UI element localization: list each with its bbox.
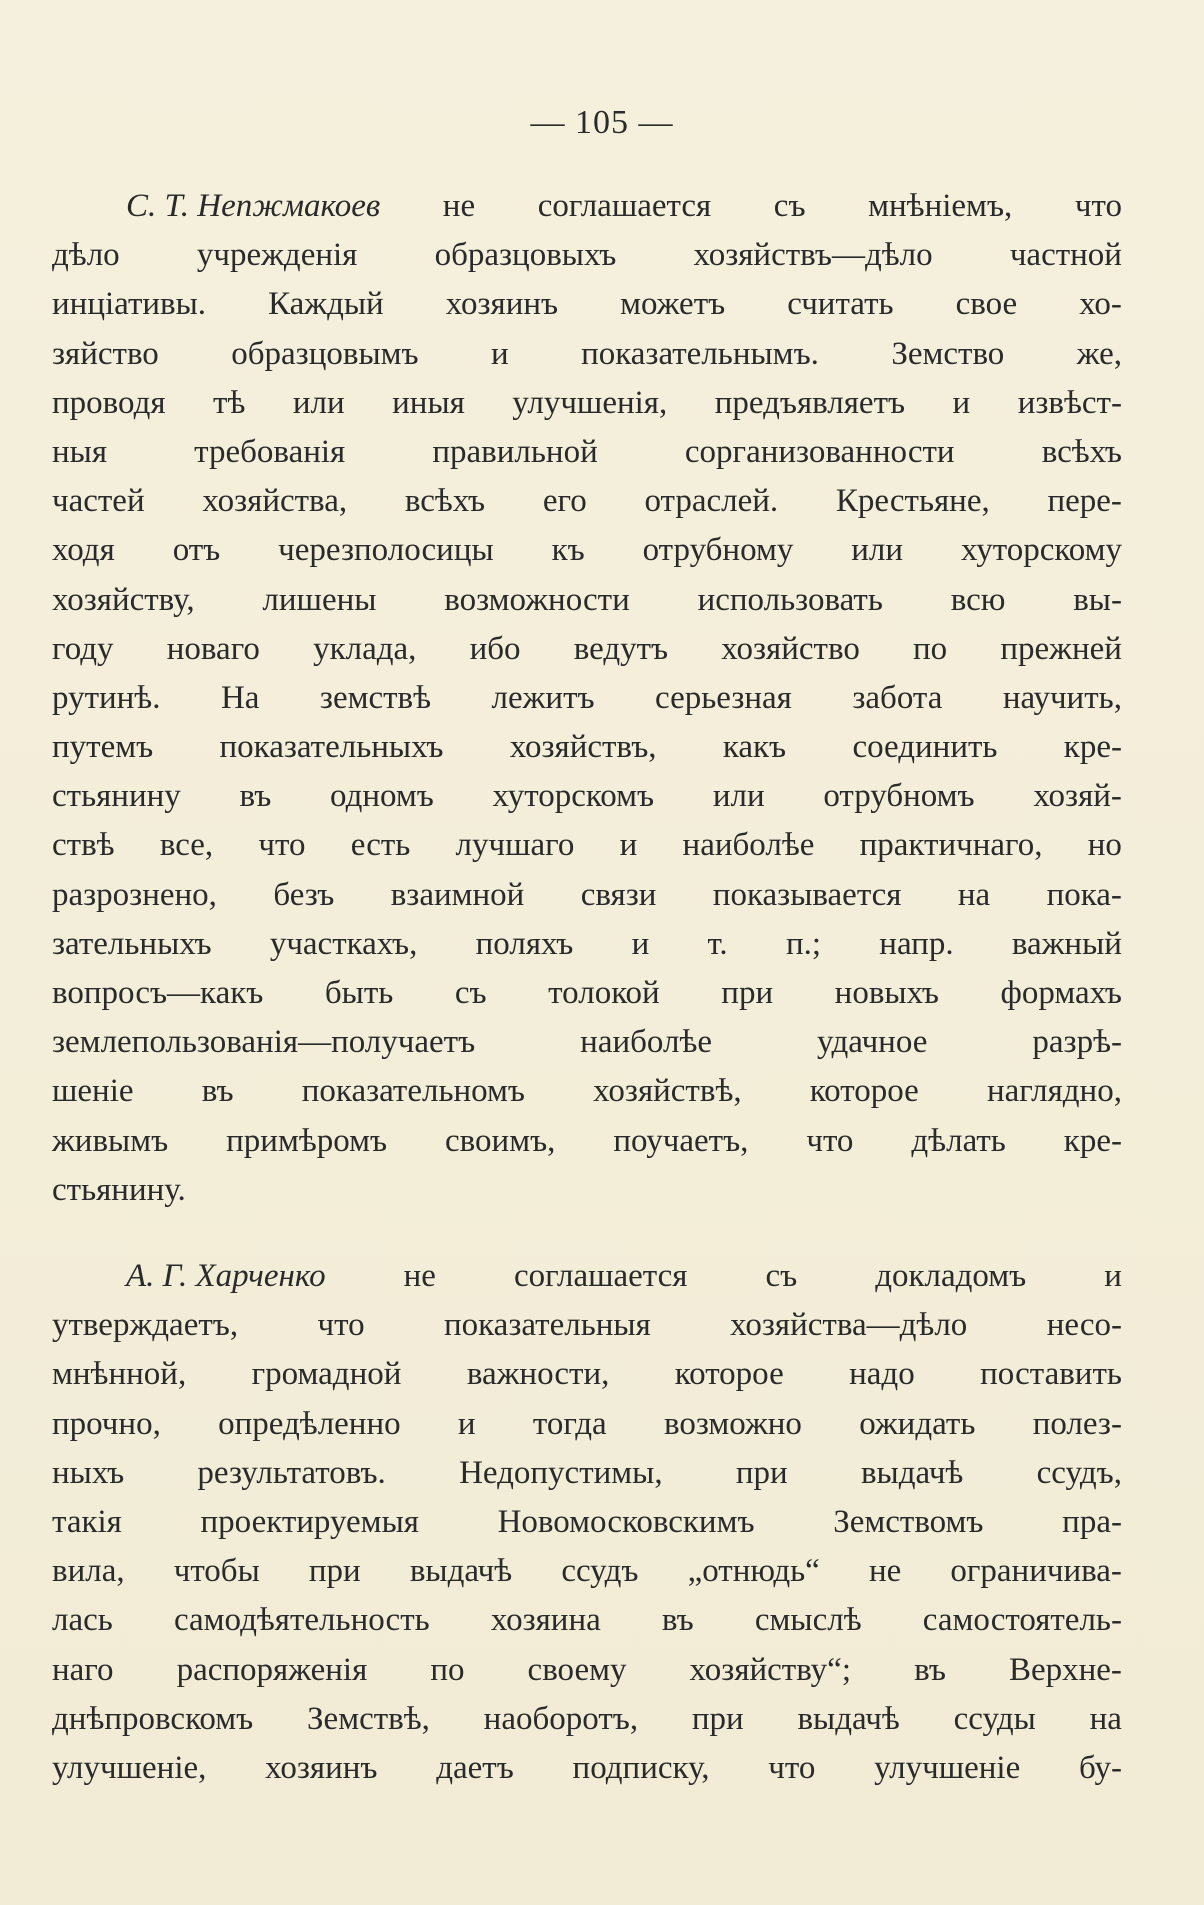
paragraph-nepzhmakoev xyxy=(52,182,1122,1215)
page-number: — 105 — xyxy=(530,104,674,141)
text-line: зательныхъ участкахъ, поляхъ и т. п.; напр. важный xyxy=(52,925,1122,962)
paragraph-kharchenko xyxy=(52,1252,1122,1793)
text-line: А. Г. Харченко не соглашается съ докладомъ и xyxy=(126,1258,1122,1294)
text-line: землепользованія—получаетъ наиболѣе удачное разрѣ- xyxy=(52,1024,1122,1061)
text-line: такія проектируемыя Новомосковскимъ Земствомъ пра- xyxy=(52,1503,1122,1540)
text-line: С. Т. Непжмакоев не соглашается съ мнѣніемъ, что xyxy=(126,188,1122,224)
text-line: проводя тѣ или иныя улучшенія, предъявляетъ и извѣст- xyxy=(52,384,1122,421)
text-line: частей хозяйства, всѣхъ его отраслей. Крестьяне, пере- xyxy=(52,483,1122,520)
text-line: улучшеніе, хозяинъ даетъ подписку, что улучшеніе бу- xyxy=(52,1749,1122,1786)
text-line: ходя отъ черезполосицы къ отрубному или хуторскому xyxy=(52,532,1122,569)
text-line: ствѣ все, что есть лучшаго и наиболѣе практичнаго, но xyxy=(52,827,1122,864)
text-line: прочно, опредѣленно и тогда возможно ожидать полез- xyxy=(52,1405,1122,1442)
text-line: стьянину въ одномъ хуторскомъ или отрубномъ хозяй- xyxy=(52,778,1122,815)
text-line: вила, чтобы при выдачѣ ссудъ „отнюдь“ не ограничива- xyxy=(52,1553,1122,1590)
text-line: ныя требованія правильной сорганизованности всѣхъ xyxy=(52,433,1122,470)
text-line: году новаго уклада, ибо ведутъ хозяйство по прежней xyxy=(52,630,1122,667)
text-line: ныхъ результатовъ. Недопустимы, при выдачѣ ссудъ, xyxy=(52,1454,1122,1491)
text-line: днѣпровскомъ Земствѣ, наоборотъ, при выдачѣ ссуды на xyxy=(52,1700,1122,1737)
text-line: зяйство образцовымъ и показательнымъ. Земство же, xyxy=(52,335,1122,372)
text-line: хозяйству, лишены возможности использовать всю вы- xyxy=(52,581,1122,618)
text-line: рутинѣ. На земствѣ лежитъ серьезная забота научить, xyxy=(52,679,1122,716)
text-line: мнѣнной, громадной важности, которое надо поставить xyxy=(52,1356,1122,1393)
text-line: стьянину. xyxy=(52,1171,186,1208)
text-line: живымъ примѣромъ своимъ, поучаетъ, что дѣлать кре- xyxy=(52,1122,1122,1159)
text-line: утверждаетъ, что показательныя хозяйства—дѣло несо- xyxy=(52,1307,1122,1344)
text-line: путемъ показательныхъ хозяйствъ, какъ соединить кре- xyxy=(52,729,1122,766)
text-line: шеніе въ показательномъ хозяйствѣ, которое наглядно, xyxy=(52,1073,1122,1110)
text-line: дѣло учрежденія образцовыхъ хозяйствъ—дѣло частной xyxy=(52,237,1122,274)
text-line: вопросъ—какъ быть съ толокой при новыхъ формахъ xyxy=(52,975,1122,1011)
text-line: разрознено, безъ взаимной связи показывается на пока- xyxy=(52,876,1122,913)
text-line: наго распоряженія по своему хозяйству“; въ Верхне- xyxy=(52,1651,1122,1688)
text-line: лась самодѣятельность хозяина въ смыслѣ самостоятель- xyxy=(52,1602,1122,1639)
text-line: инціативы. Каждый хозяинъ можетъ считать свое хо- xyxy=(52,286,1122,323)
